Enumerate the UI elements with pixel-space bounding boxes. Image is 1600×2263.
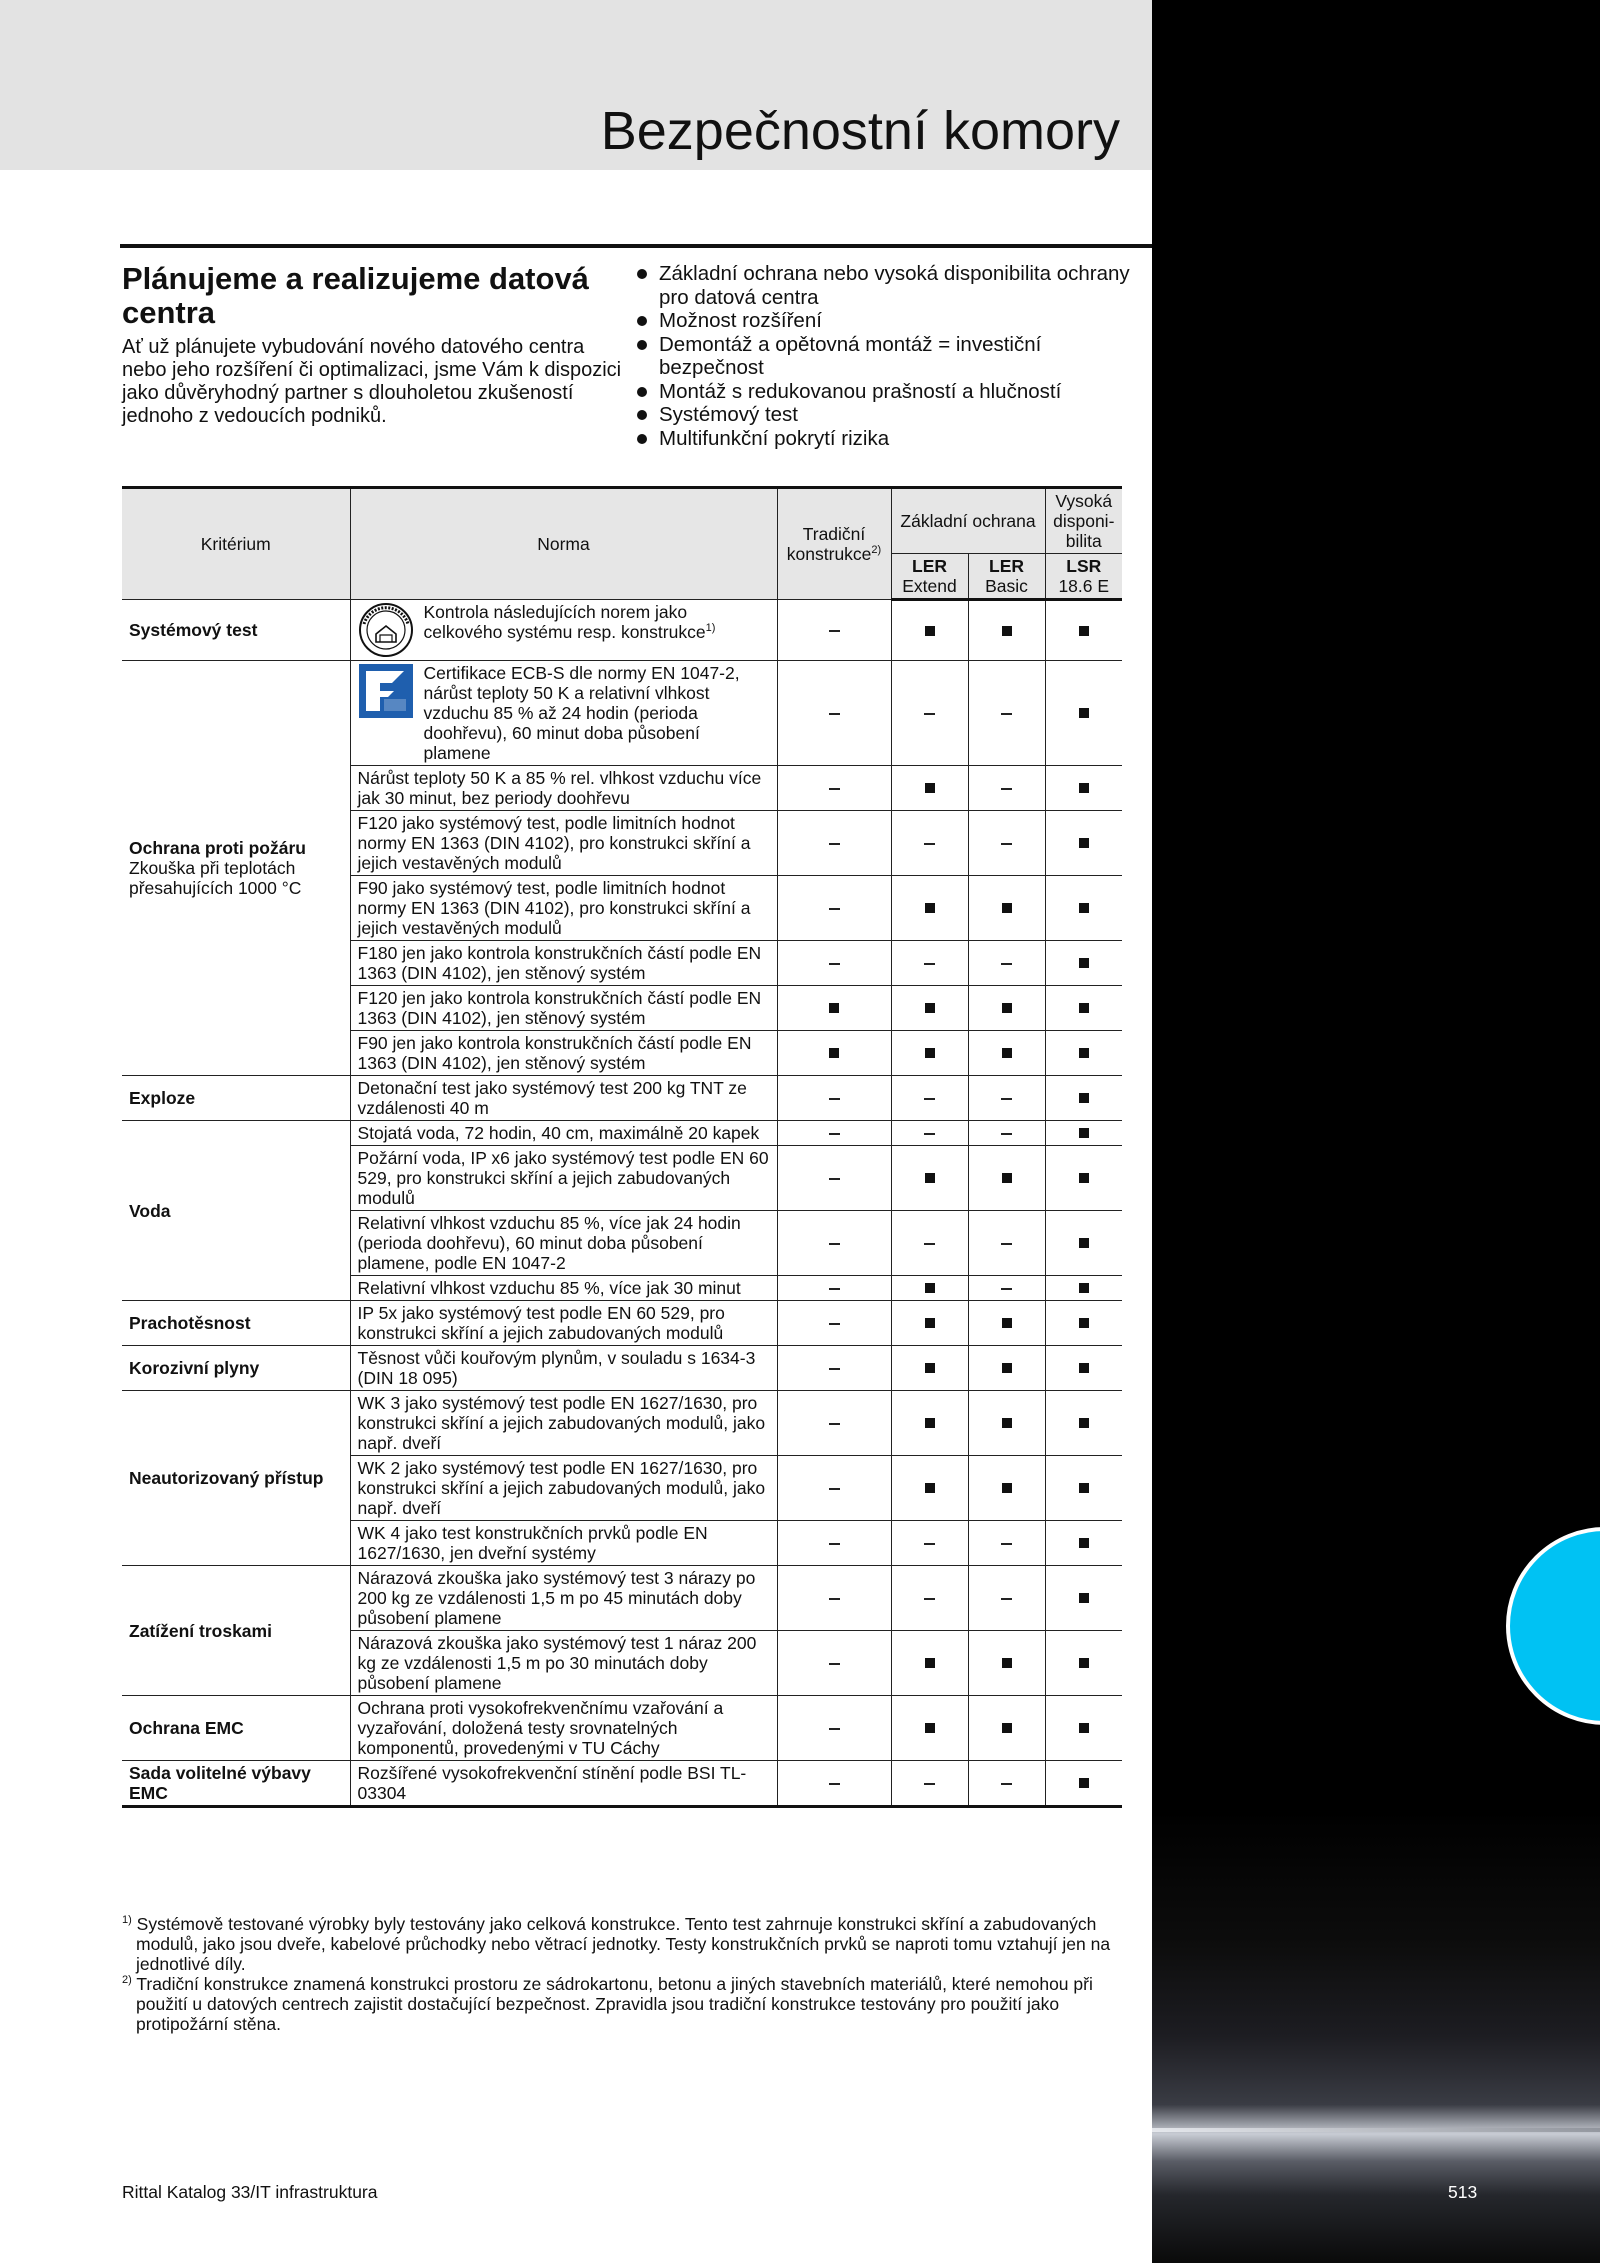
header-traditional	[777, 488, 891, 600]
filled-square-icon	[1002, 1418, 1012, 1428]
fulfilled-cell	[968, 1031, 1045, 1076]
dash-icon	[829, 630, 840, 632]
footnote-text: Tradiční konstrukce znamená konstrukci prostoru ze sádrokartonu, betonu a jiných stavebních materiálů, které nemohou při použití u datových centrech zajistit dostačující bezpečnost. Zpravidla jsou tradiční konstrukce testovány pro použití jako protipožární stěna.	[136, 1974, 1093, 2034]
norm-cell	[350, 876, 777, 941]
not-applicable-cell	[891, 1566, 968, 1631]
filled-square-icon	[1079, 1318, 1089, 1328]
filled-square-icon	[1079, 1658, 1089, 1668]
footer-catalog-name: Rittal Katalog 33/IT infrastruktura	[122, 2182, 378, 2202]
norm-text: WK 2 jako systémový test podle EN 1627/1630, pro konstrukci skříní a jejich zabudovaných modulů, jako např. dveří	[357, 1458, 766, 1518]
not-applicable-cell	[891, 1211, 968, 1276]
criterion-name: Ochrana proti požáru	[129, 838, 306, 858]
not-applicable-cell	[777, 941, 891, 986]
table-row	[122, 1391, 1122, 1456]
filled-square-icon	[925, 1723, 935, 1733]
table-row	[122, 1301, 1122, 1346]
criterion-name: Zatížení troskami	[129, 1620, 272, 1641]
table-row	[122, 600, 1122, 661]
header-lsr-line2: 18.6 E	[1058, 576, 1110, 596]
norm-with-logo	[358, 663, 770, 763]
not-applicable-cell	[891, 941, 968, 986]
fulfilled-cell	[968, 1346, 1045, 1391]
norm-text: Nárůst teploty 50 K a 85 % rel. vlhkost vzduchu více jak 30 minut, bez periody doohřevu	[357, 768, 762, 808]
filled-square-icon	[1079, 1283, 1089, 1293]
filled-square-icon	[1002, 1363, 1012, 1373]
norm-text: Detonační test jako systémový test 200 kg TNT ze vzdálenosti 40 m	[357, 1078, 747, 1118]
fulfilled-cell	[1045, 1456, 1122, 1521]
norm-text: Kontrola následujících norem jako celkového systému resp. konstrukce	[423, 602, 706, 642]
fulfilled-cell	[1045, 1631, 1122, 1696]
norm-text: Těsnost vůči kouřovým plynům, v souladu s 1634-3 (DIN 18 095)	[357, 1348, 756, 1388]
filled-square-icon	[1079, 1173, 1089, 1183]
footnote-marker: 1)	[705, 622, 716, 635]
filled-square-icon	[1002, 1048, 1012, 1058]
criterion-cell	[122, 1696, 350, 1761]
not-applicable-cell	[777, 1346, 891, 1391]
filled-square-icon	[1079, 1238, 1089, 1248]
not-applicable-cell	[968, 941, 1045, 986]
fulfilled-cell	[891, 1456, 968, 1521]
filled-square-icon	[1079, 1483, 1089, 1493]
dash-icon	[924, 1543, 935, 1545]
fulfilled-cell	[968, 986, 1045, 1031]
feature-bullet: Multifunkční pokrytí rizika	[634, 427, 1144, 451]
fulfilled-cell	[968, 876, 1045, 941]
fulfilled-cell	[968, 600, 1045, 661]
fulfilled-cell	[1045, 1121, 1122, 1146]
header-traditional-label: Tradiční konstrukce	[786, 524, 872, 564]
filled-square-icon	[1079, 1593, 1089, 1603]
not-applicable-cell	[777, 1696, 891, 1761]
filled-square-icon	[1002, 1658, 1012, 1668]
not-applicable-cell	[777, 1566, 891, 1631]
criterion-cell	[122, 1076, 350, 1121]
norm-text: WK 3 jako systémový test podle EN 1627/1630, pro konstrukci skříní a jejich zabudovaných modulů, jako např. dveří	[357, 1393, 766, 1453]
filled-square-icon	[1079, 1418, 1089, 1428]
norm-text: Požární voda, IP x6 jako systémový test podle EN 60 529, pro konstrukci skříní a jejich zabudovaných modulů	[357, 1148, 769, 1208]
dash-icon	[829, 1728, 840, 1730]
norm-with-logo	[358, 602, 770, 658]
fulfilled-cell	[968, 1456, 1045, 1521]
dash-icon	[1001, 963, 1012, 965]
not-applicable-cell	[891, 1076, 968, 1121]
dash-icon	[1001, 788, 1012, 790]
not-applicable-cell	[777, 1521, 891, 1566]
fulfilled-cell	[968, 1391, 1045, 1456]
filled-square-icon	[1002, 626, 1012, 636]
dash-icon	[1001, 1543, 1012, 1545]
dash-icon	[1001, 1098, 1012, 1100]
norm-text: Ochrana proti vysokofrekvenčnímu vzařování a vyzařování, doložená testy srovnatelných komponentů, provedenými v TU Cáchy	[357, 1698, 724, 1758]
system-tested-seal-icon	[358, 602, 414, 658]
filled-square-icon	[1079, 1723, 1089, 1733]
table-row	[122, 1696, 1122, 1761]
filled-square-icon	[925, 1318, 935, 1328]
norm-text-block	[424, 602, 770, 642]
dash-icon	[829, 1288, 840, 1290]
fulfilled-cell	[891, 1696, 968, 1761]
norm-cell	[350, 1146, 777, 1211]
filled-square-icon	[1002, 1173, 1012, 1183]
not-applicable-cell	[777, 1301, 891, 1346]
dash-icon	[829, 1423, 840, 1425]
norm-text: Rozšířené vysokofrekvenční stínění podle BSI TL-03304	[357, 1763, 747, 1803]
dash-icon	[1001, 1783, 1012, 1785]
not-applicable-cell	[777, 811, 891, 876]
criterion-name: Systémový test	[129, 620, 258, 640]
norm-text: Relativní vlhkost vzduchu 85 %, více jak 24 hodin (perioda doohřevu), 60 minut doba působení plamene, podle EN 1047-2	[357, 1213, 741, 1273]
fulfilled-cell	[891, 1276, 968, 1301]
criterion-cell	[122, 1761, 350, 1807]
fulfilled-cell	[1045, 1391, 1122, 1456]
fulfilled-cell	[891, 1031, 968, 1076]
criterion-cell	[122, 600, 350, 661]
not-applicable-cell	[777, 1391, 891, 1456]
not-applicable-cell	[777, 661, 891, 766]
fulfilled-cell	[1045, 600, 1122, 661]
fulfilled-cell	[1045, 1076, 1122, 1121]
fulfilled-cell	[891, 766, 968, 811]
dash-icon	[1001, 1243, 1012, 1245]
table-row	[122, 1761, 1122, 1807]
criterion-cell	[122, 1301, 350, 1346]
filled-square-icon	[1002, 903, 1012, 913]
norm-cell	[350, 811, 777, 876]
norm-text: F90 jako systémový test, podle limitních hodnot normy EN 1363 (DIN 4102), pro konstrukci skříní a jejich vestavěných modulů	[357, 878, 751, 938]
dash-icon	[829, 1133, 840, 1135]
fulfilled-cell	[891, 1391, 968, 1456]
not-applicable-cell	[968, 766, 1045, 811]
fulfilled-cell	[891, 1631, 968, 1696]
filled-square-icon	[1002, 1318, 1012, 1328]
filled-square-icon	[925, 1003, 935, 1013]
fulfilled-cell	[1045, 1146, 1122, 1211]
filled-square-icon	[1079, 708, 1089, 718]
not-applicable-cell	[777, 1456, 891, 1521]
not-applicable-cell	[968, 1121, 1045, 1146]
norm-text: IP 5x jako systémový test podle EN 60 529, pro konstrukci skříní a jejich zabudovaných modulů	[357, 1303, 725, 1343]
dash-icon	[829, 1098, 840, 1100]
criterion-name: Korozivní plyny	[129, 1358, 260, 1378]
fulfilled-cell	[968, 1696, 1045, 1761]
norm-text: WK 4 jako test konstrukčních prvků podle EN 1627/1630, jen dveřní systémy	[357, 1523, 708, 1563]
norm-text: Relativní vlhkost vzduchu 85 %, více jak 30 minut	[357, 1278, 741, 1298]
filled-square-icon	[1079, 626, 1089, 636]
not-applicable-cell	[968, 1761, 1045, 1807]
fulfilled-cell	[1045, 1696, 1122, 1761]
filled-square-icon	[925, 903, 935, 913]
not-applicable-cell	[891, 1521, 968, 1566]
feature-bullet-list	[634, 262, 1144, 450]
dash-icon	[829, 1663, 840, 1665]
fulfilled-cell	[1045, 1276, 1122, 1301]
norm-text: Stojatá voda, 72 hodin, 40 cm, maximálně 20 kapek	[357, 1123, 760, 1143]
fulfilled-cell	[1045, 941, 1122, 986]
header-ler-extend-line2: Extend	[902, 576, 957, 596]
norm-text-block	[424, 663, 770, 763]
norm-cell	[350, 1031, 777, 1076]
fulfilled-cell	[777, 1031, 891, 1076]
norm-text: Nárazová zkouška jako systémový test 3 nárazy po 200 kg ze vzdálenosti 1,5 m po 45 minutách doby působení plamene	[357, 1568, 756, 1628]
footer-page-number: 513	[1448, 2182, 1478, 2202]
table-row	[122, 1566, 1122, 1631]
not-applicable-cell	[968, 811, 1045, 876]
fulfilled-cell	[1045, 766, 1122, 811]
dash-icon	[829, 1243, 840, 1245]
filled-square-icon	[1079, 838, 1089, 848]
dash-icon	[1001, 713, 1012, 715]
footnote-mark: 1)	[122, 1914, 132, 1927]
header-ler-basic	[968, 554, 1045, 600]
filled-square-icon	[925, 1658, 935, 1668]
header-norm: Norma	[350, 488, 777, 600]
fulfilled-cell	[891, 986, 968, 1031]
fulfilled-cell	[1045, 661, 1122, 766]
norm-cell	[350, 1566, 777, 1631]
dash-icon	[924, 1098, 935, 1100]
header-basic-protection: Základní ochrana	[891, 488, 1045, 554]
not-applicable-cell	[968, 1521, 1045, 1566]
dash-icon	[829, 908, 840, 910]
not-applicable-cell	[777, 1146, 891, 1211]
dash-icon	[924, 1783, 935, 1785]
dash-icon	[829, 1488, 840, 1490]
criterion-cell	[122, 1391, 350, 1566]
criterion-name: Sada volitelné výbavy EMC	[129, 1763, 311, 1803]
header-lsr	[1045, 554, 1122, 600]
dash-icon	[1001, 1598, 1012, 1600]
criterion-name: Neautorizovaný přístup	[129, 1468, 324, 1488]
header-lsr-line1: LSR	[1066, 556, 1102, 576]
criterion-subtitle: Zkouška při teplotách přesahujících 1000 °C	[129, 858, 302, 898]
norm-cell	[350, 1391, 777, 1456]
not-applicable-cell	[777, 766, 891, 811]
not-applicable-cell	[777, 1076, 891, 1121]
not-applicable-cell	[777, 600, 891, 661]
dash-icon	[829, 843, 840, 845]
norm-text: Nárazová zkouška jako systémový test 1 náraz 200 kg ze vzdálenosti 1,5 m po 30 minutách doby působení plamene	[357, 1633, 757, 1693]
not-applicable-cell	[968, 1211, 1045, 1276]
norm-cell	[350, 1521, 777, 1566]
fulfilled-cell	[1045, 1346, 1122, 1391]
filled-square-icon	[925, 626, 935, 636]
criterion-name: Exploze	[129, 1088, 196, 1108]
not-applicable-cell	[968, 661, 1045, 766]
norm-cell	[350, 1631, 777, 1696]
filled-square-icon	[1079, 1778, 1089, 1788]
feature-bullet: Demontáž a opětovná montáž = investiční bezpečnost	[634, 333, 1144, 380]
norm-cell	[350, 1456, 777, 1521]
norm-text: F120 jen jako kontrola konstrukčních částí podle EN 1363 (DIN 4102), jen stěnový systém	[357, 988, 762, 1028]
fulfilled-cell	[1045, 1031, 1122, 1076]
not-applicable-cell	[777, 1211, 891, 1276]
dash-icon	[829, 963, 840, 965]
filled-square-icon	[829, 1003, 839, 1013]
fulfilled-cell	[1045, 986, 1122, 1031]
norm-text: Certifikace ECB-S dle normy EN 1047-2, nárůst teploty 50 K a relativní vlhkost vzduchu 85 % až 24 hodin (perioda doohřevu), 60 minut doba působení plamene	[423, 663, 740, 763]
header-ler-extend-line1: LER	[912, 556, 947, 576]
norm-cell	[350, 1761, 777, 1807]
dash-icon	[924, 963, 935, 965]
header-ler-basic-line2: Basic	[985, 576, 1028, 596]
dash-icon	[924, 1133, 935, 1135]
fulfilled-cell	[1045, 876, 1122, 941]
not-applicable-cell	[777, 1631, 891, 1696]
footnote	[122, 1914, 1122, 1974]
feature-bullet: Systémový test	[634, 403, 1144, 427]
fulfilled-cell	[777, 986, 891, 1031]
filled-square-icon	[1002, 1003, 1012, 1013]
footnote-text: Systémově testované výrobky byly testovány jako celková konstrukce. Tento test zahrnuje konstrukci skříní a zabudovaných modulů, jako jsou dveře, kabelové průchodky nebo větrací jednotky. Testy konstrukčních prvků se naproti tomu vztahují jen na jednotlivé díly.	[136, 1914, 1111, 1974]
fulfilled-cell	[1045, 1211, 1122, 1276]
criterion-cell	[122, 661, 350, 1076]
ecbs-certification-logo-icon	[358, 663, 414, 719]
dash-icon	[924, 1243, 935, 1245]
table-row	[122, 1346, 1122, 1391]
norm-cell	[350, 1301, 777, 1346]
fulfilled-cell	[968, 1631, 1045, 1696]
fulfilled-cell	[1045, 811, 1122, 876]
criterion-name: Ochrana EMC	[129, 1718, 244, 1738]
header-high-availability: Vysoká disponi-bilita	[1045, 488, 1122, 554]
filled-square-icon	[925, 783, 935, 793]
dash-icon	[1001, 1133, 1012, 1135]
filled-square-icon	[1079, 1363, 1089, 1373]
fulfilled-cell	[968, 1146, 1045, 1211]
filled-square-icon	[1079, 1128, 1089, 1138]
not-applicable-cell	[968, 1076, 1045, 1121]
fulfilled-cell	[891, 1346, 968, 1391]
not-applicable-cell	[777, 876, 891, 941]
not-applicable-cell	[777, 1276, 891, 1301]
filled-square-icon	[1002, 1483, 1012, 1493]
not-applicable-cell	[891, 661, 968, 766]
dash-icon	[829, 1178, 840, 1180]
not-applicable-cell	[777, 1121, 891, 1146]
filled-square-icon	[1079, 783, 1089, 793]
norm-cell	[350, 1211, 777, 1276]
fulfilled-cell	[1045, 1521, 1122, 1566]
not-applicable-cell	[777, 1761, 891, 1807]
filled-square-icon	[1079, 1003, 1089, 1013]
filled-square-icon	[1079, 1048, 1089, 1058]
dash-icon	[1001, 1288, 1012, 1290]
filled-square-icon	[1079, 958, 1089, 968]
dash-icon	[829, 1783, 840, 1785]
dash-icon	[1001, 843, 1012, 845]
norm-cell	[350, 1696, 777, 1761]
table-row	[122, 1121, 1122, 1146]
filled-square-icon	[925, 1483, 935, 1493]
fulfilled-cell	[968, 1301, 1045, 1346]
table-row	[122, 661, 1122, 766]
norm-cell	[350, 941, 777, 986]
norm-cell	[350, 1076, 777, 1121]
dash-icon	[924, 713, 935, 715]
filled-square-icon	[925, 1283, 935, 1293]
feature-bullet: Základní ochrana nebo vysoká disponibilita ochrany pro datová centra	[634, 262, 1144, 309]
footnote-mark: 2)	[122, 1974, 132, 1987]
not-applicable-cell	[891, 1761, 968, 1807]
norm-cell	[350, 986, 777, 1031]
feature-bullet: Montáž s redukovanou prašností a hlučností	[634, 380, 1144, 404]
filled-square-icon	[1079, 903, 1089, 913]
filled-square-icon	[925, 1363, 935, 1373]
criterion-cell	[122, 1121, 350, 1301]
norm-text: F180 jen jako kontrola konstrukčních částí podle EN 1363 (DIN 4102), jen stěnový systém	[357, 943, 762, 983]
dash-icon	[924, 1598, 935, 1600]
norm-cell	[350, 1121, 777, 1146]
header-ler-extend	[891, 554, 968, 600]
dash-icon	[829, 1598, 840, 1600]
not-applicable-cell	[891, 1121, 968, 1146]
filled-square-icon	[829, 1048, 839, 1058]
filled-square-icon	[925, 1048, 935, 1058]
norm-text: F90 jen jako kontrola konstrukčních částí podle EN 1363 (DIN 4102), jen stěnový systém	[357, 1033, 752, 1073]
dash-icon	[829, 713, 840, 715]
feature-bullet: Možnost rozšíření	[634, 309, 1144, 333]
dash-icon	[829, 1543, 840, 1545]
criterion-cell	[122, 1566, 350, 1696]
norm-text: F120 jako systémový test, podle limitních hodnot normy EN 1363 (DIN 4102), pro konstrukci skříní a jejich vestavěných modulů	[357, 813, 751, 873]
filled-square-icon	[925, 1173, 935, 1183]
not-applicable-cell	[968, 1566, 1045, 1631]
intro-title: Plánujeme a realizujeme datová centra	[122, 261, 589, 330]
footnotes	[122, 1914, 1122, 2034]
criterion-name: Prachotěsnost	[129, 1313, 251, 1333]
norm-cell	[350, 600, 777, 661]
norm-cell	[350, 661, 777, 766]
dash-icon	[829, 788, 840, 790]
not-applicable-cell	[891, 811, 968, 876]
fulfilled-cell	[1045, 1301, 1122, 1346]
dash-icon	[829, 1368, 840, 1370]
header-criterion: Kritérium	[122, 488, 350, 600]
table-row	[122, 1076, 1122, 1121]
fulfilled-cell	[1045, 1566, 1122, 1631]
fulfilled-cell	[891, 876, 968, 941]
fulfilled-cell	[891, 600, 968, 661]
not-applicable-cell	[968, 1276, 1045, 1301]
footnote	[122, 1974, 1122, 2034]
dash-icon	[829, 1323, 840, 1325]
filled-square-icon	[925, 1418, 935, 1428]
norm-cell	[350, 1346, 777, 1391]
criterion-cell	[122, 1346, 350, 1391]
fulfilled-cell	[891, 1301, 968, 1346]
header-ler-basic-line1: LER	[989, 556, 1024, 576]
criteria-table	[122, 486, 1122, 1808]
side-panel	[1152, 0, 1600, 2263]
dash-icon	[924, 843, 935, 845]
header-traditional-footnote: 2)	[871, 544, 882, 557]
filled-square-icon	[1079, 1538, 1089, 1548]
page-title: Bezpečnostní komory	[600, 101, 1120, 161]
fulfilled-cell	[891, 1146, 968, 1211]
norm-cell	[350, 1276, 777, 1301]
header-rule	[120, 244, 1152, 248]
filled-square-icon	[1079, 1093, 1089, 1103]
criterion-name: Voda	[129, 1200, 171, 1221]
filled-square-icon	[1002, 1723, 1012, 1733]
fulfilled-cell	[1045, 1761, 1122, 1807]
norm-cell	[350, 766, 777, 811]
intro-text: Ať už plánujete vybudování nového datového centra nebo jeho rozšíření či optimalizaci, jsme Vám k dispozici jako důvěryhodný partner s dlouholetou zkušeností jednoho z vedoucích podniků.	[122, 336, 622, 427]
